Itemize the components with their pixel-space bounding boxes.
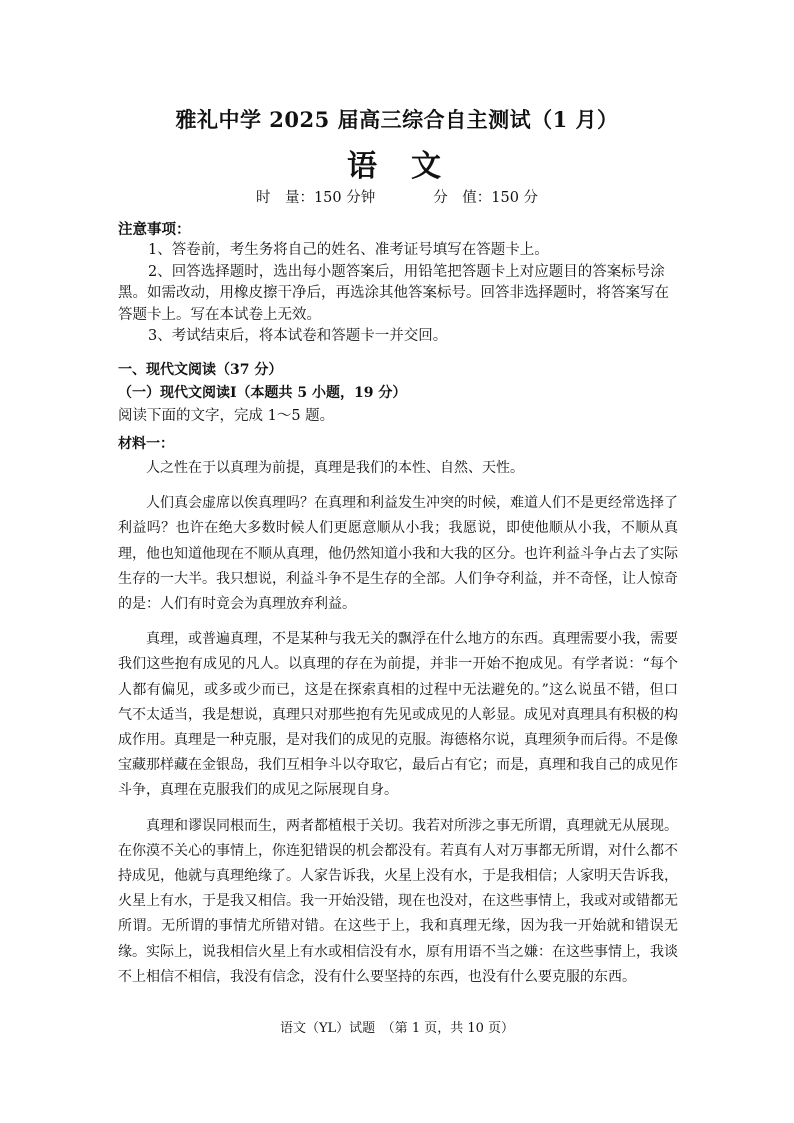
note-item: 2、回答选择题时，选出每小题答案后，用铅笔把答题卡上对应题目的答案标号涂黑。如需改动，用橡皮擦干净后，再选涂其他答案标号。回答非选择题时，将答案写在答题卡上。写在本试卷上无效。 [118, 263, 669, 323]
exam-meta [0, 186, 794, 207]
article-paragraph: 真理和谬误同根而生，两者都植根于关切。我若对所涉之事无所谓，真理就无从展现。在你漠不关心的事情上，你连犯错误的机会都没有。若真有人对万事都无所谓，对什么都不持成见，他就与真理绝缘了。人家告诉我，火星上没有水，于是我相信；人家明天告诉我，火星上有水，于是我又相信。我一开始没错，现在也没对，在这些事情上，我或对或错都无所谓。无所谓的事情尤所错对错。在这些于上，我和真理无缘，因为我一开始就和错误无缘。实际上，说我相信火星上有水或相信没有水，原有用语不当之嫌：在这些事情上，我谈不上相信不相信，我没有信念，没有什么要坚持的东西，也没有什么要克服的东西。 [118, 817, 678, 985]
note-item: 3、考试结束后，将本试卷和答题卡一并交回。 [148, 328, 448, 344]
article-paragraph: 人之性在于以真理为前提，真理是我们的本性、自然、天性。 [146, 460, 524, 476]
article-body [118, 456, 678, 990]
subject-char-2: 文 [411, 149, 447, 184]
subject-title [0, 141, 794, 185]
section-heading: 一、现代文阅读（37 分） [118, 362, 283, 378]
page-footer: 语文（YL）试题 （第 1 页，共 10 页） [279, 1021, 515, 1036]
notes-list [118, 240, 678, 348]
notes-title: 注意事项： [118, 221, 191, 238]
time-label: 时 量：150 分钟 [255, 190, 376, 206]
exam-title: 雅礼中学 2025 届高三综合自主测试（1 月） [175, 107, 619, 132]
section-subheading: （一）现代文阅读Ⅰ（本题共 5 小题，19 分） [118, 385, 407, 401]
note-item: 1、答卷前，考生务将自己的姓名、准考证号填写在答题卡上。 [148, 242, 549, 258]
score-label: 分 值：150 分 [433, 190, 539, 206]
article-paragraph: 真理，或普遍真理，不是某种与我无关的飘浮在什么地方的东西。真理需要小我，需要我们这些抱有成见的凡人。以真理的存在为前提，并非一开始不抱成见。有学者说：“每个人都有偏见，或多或少而已，这是在探索真相的过程中无法避免的。”这么说虽不错，但口气不太适当，我是想说，真理只对那些抱有先见或成见的人彰显。成见对真理具有积极的构成作用。真理是一种克服，是对我们的成见的克服。海德格尔说，真理须争而后得。不是像宝藏那样藏在金银岛，我们互相争斗以夺取它，最后占有它；而是，真理和我自己的成见作斗争，真理在克服我们的成见之际展现自身。 [118, 631, 678, 799]
article-paragraph: 人们真会虚席以俟真理吗？在真理和利益发生冲突的时候，难道人们不是更经常选择了利益吗？也许在绝大多数时候人们更愿意顺从小我；我愿说，即使他顺从小我，不顺从真理，他也知道他现在不顺从真理，他仍然知道小我和大我的区分。也许利益斗争占去了实际生存的一大半。我只想说，利益斗争不是生存的全部。人们争夺利益，并不奇怪，让人惊奇的是：人们有时竟会为真理放弃利益。 [118, 495, 678, 613]
section-instruction: 阅读下面的文字，完成 1～5 题。 [118, 408, 335, 424]
material-label: 材料一： [118, 436, 174, 452]
subject-char-1: 语 [347, 149, 383, 184]
